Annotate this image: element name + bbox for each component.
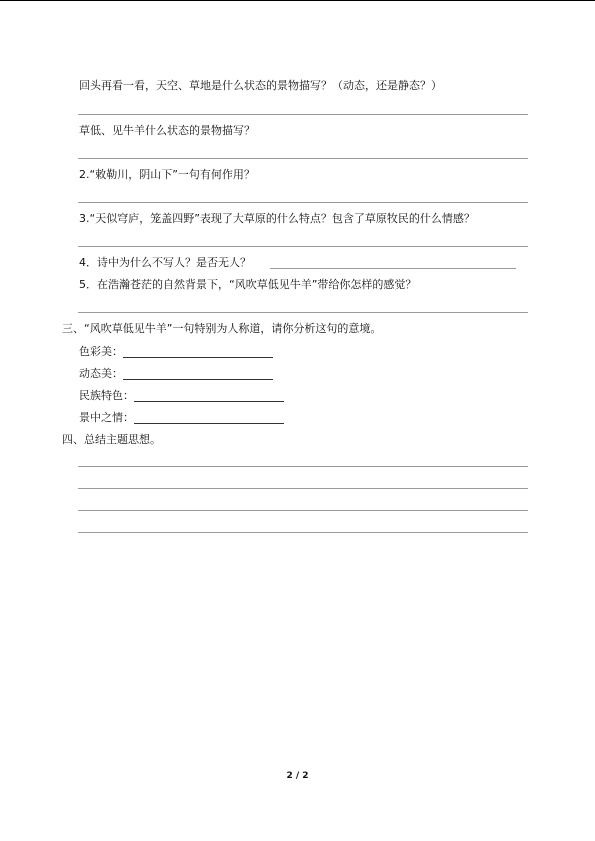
question-5: 5．在浩瀚苍茫的自然背景下，“风吹草低见牛羊”带给你怎样的感觉？ (79, 278, 417, 291)
section-3-item-color: 色彩美： (79, 345, 273, 358)
answer-line-5[interactable] (78, 312, 528, 313)
question-grass-low: 草低、见牛羊什么状态的景物描写？ (79, 124, 255, 137)
summary-line-3[interactable] (78, 510, 528, 511)
page-number: 2 / 2 (286, 771, 309, 781)
question-2: 2.“敕勒川，阴山下”一句有何作用？ (79, 168, 255, 181)
section-4-heading: 四、总结主题思想。 (62, 433, 161, 446)
summary-line-4[interactable] (78, 532, 528, 533)
fill-blank-emotion[interactable] (134, 412, 284, 424)
answer-line-q4[interactable] (270, 268, 516, 269)
answer-line-2[interactable] (78, 158, 528, 159)
section-3-item-emotion: 景中之情： (79, 411, 284, 424)
section-3-item-ethnic: 民族特色： (79, 389, 284, 402)
answer-line-4[interactable] (78, 246, 528, 247)
section-3-heading: 三、“风吹草低见牛羊”一句特别为人称道，请你分析这句的意境。 (62, 322, 382, 335)
question-dynamic-static: 回头再看一看，天空、草地是什么状态的景物描写？（动态，还是静态？） (79, 79, 442, 92)
page-top-border (0, 0, 595, 1)
fill-blank-motion[interactable] (123, 368, 273, 380)
summary-line-2[interactable] (78, 488, 528, 489)
answer-line-1[interactable] (78, 114, 528, 115)
summary-line-1[interactable] (78, 466, 528, 467)
fill-blank-color[interactable] (123, 346, 273, 358)
question-4: 4．诗中为什么不写人？是否无人？ (79, 256, 251, 269)
section-3-item-motion: 动态美： (79, 367, 273, 380)
question-3: 3.“天似穹庐，笼盖四野”表现了大草原的什么特点？包含了草原牧民的什么情感？ (79, 212, 475, 225)
answer-line-3[interactable] (78, 202, 528, 203)
fill-blank-ethnic[interactable] (134, 390, 284, 402)
